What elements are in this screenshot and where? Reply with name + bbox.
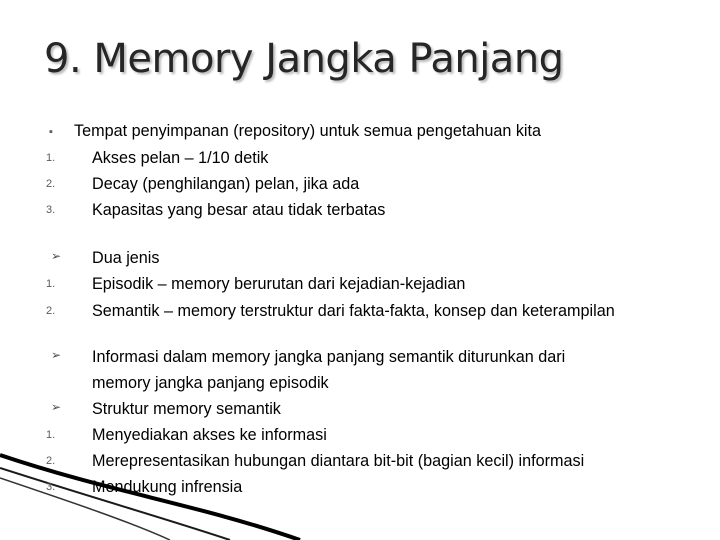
- list-item: [0, 119, 720, 145]
- list-number: 3.: [46, 204, 56, 216]
- list-item: [0, 423, 720, 449]
- list-number: 1.: [46, 278, 56, 290]
- arrow-bullet-icon: ➢: [51, 400, 62, 414]
- list-item-text: Tempat penyimpanan (repository) untuk semua pengetahuan kita: [74, 122, 542, 140]
- list-item: [0, 246, 720, 272]
- list-item-text: Decay (penghilangan) pelan, jika ada: [92, 175, 360, 193]
- list-number: 2.: [46, 455, 56, 467]
- list-item-text: Menyediakan akses ke informasi: [92, 426, 327, 444]
- list-item: [0, 345, 720, 371]
- list-item: [0, 146, 720, 172]
- list-item: [0, 397, 720, 423]
- list-number: 2.: [46, 305, 56, 317]
- list-item-text: Episodik – memory berurutan dari kejadian-kejadian: [92, 275, 466, 293]
- list-item: [0, 371, 720, 397]
- list-item-text: Informasi dalam memory jangka panjang semantik diturunkan dari: [92, 348, 566, 366]
- list-item-text: Kapasitas yang besar atau tidak terbatas: [92, 201, 386, 219]
- list-item-text: Mendukung infrensia: [92, 478, 243, 496]
- list-item: [0, 475, 720, 501]
- page-title: 9. Memory Jangka Panjang: [44, 36, 564, 82]
- list-item: [0, 172, 720, 198]
- list-number: 1.: [46, 429, 56, 441]
- list-item: [0, 198, 720, 224]
- arrow-bullet-icon: ➢: [51, 348, 62, 362]
- list-item: [0, 272, 720, 298]
- list-item-text: Semantik – memory terstruktur dari fakta-fakta, konsep dan keterampilan: [92, 302, 615, 320]
- list-item-text: Struktur memory semantik: [92, 400, 281, 418]
- arrow-bullet-icon: ➢: [51, 249, 62, 263]
- list-item: [0, 299, 720, 325]
- list-item-text: memory jangka panjang episodik: [92, 374, 329, 392]
- list-number: 2.: [46, 178, 56, 190]
- list-item: [0, 449, 720, 475]
- list-number: 1.: [46, 152, 56, 164]
- list-number: 3.: [46, 481, 56, 493]
- list-item-text: Dua jenis: [92, 249, 160, 267]
- square-bullet-icon: ▪: [49, 126, 53, 138]
- list-item-text: Akses pelan – 1/10 detik: [92, 149, 269, 167]
- list-item-text: Merepresentasikan hubungan diantara bit-bit (bagian kecil) informasi: [92, 452, 585, 470]
